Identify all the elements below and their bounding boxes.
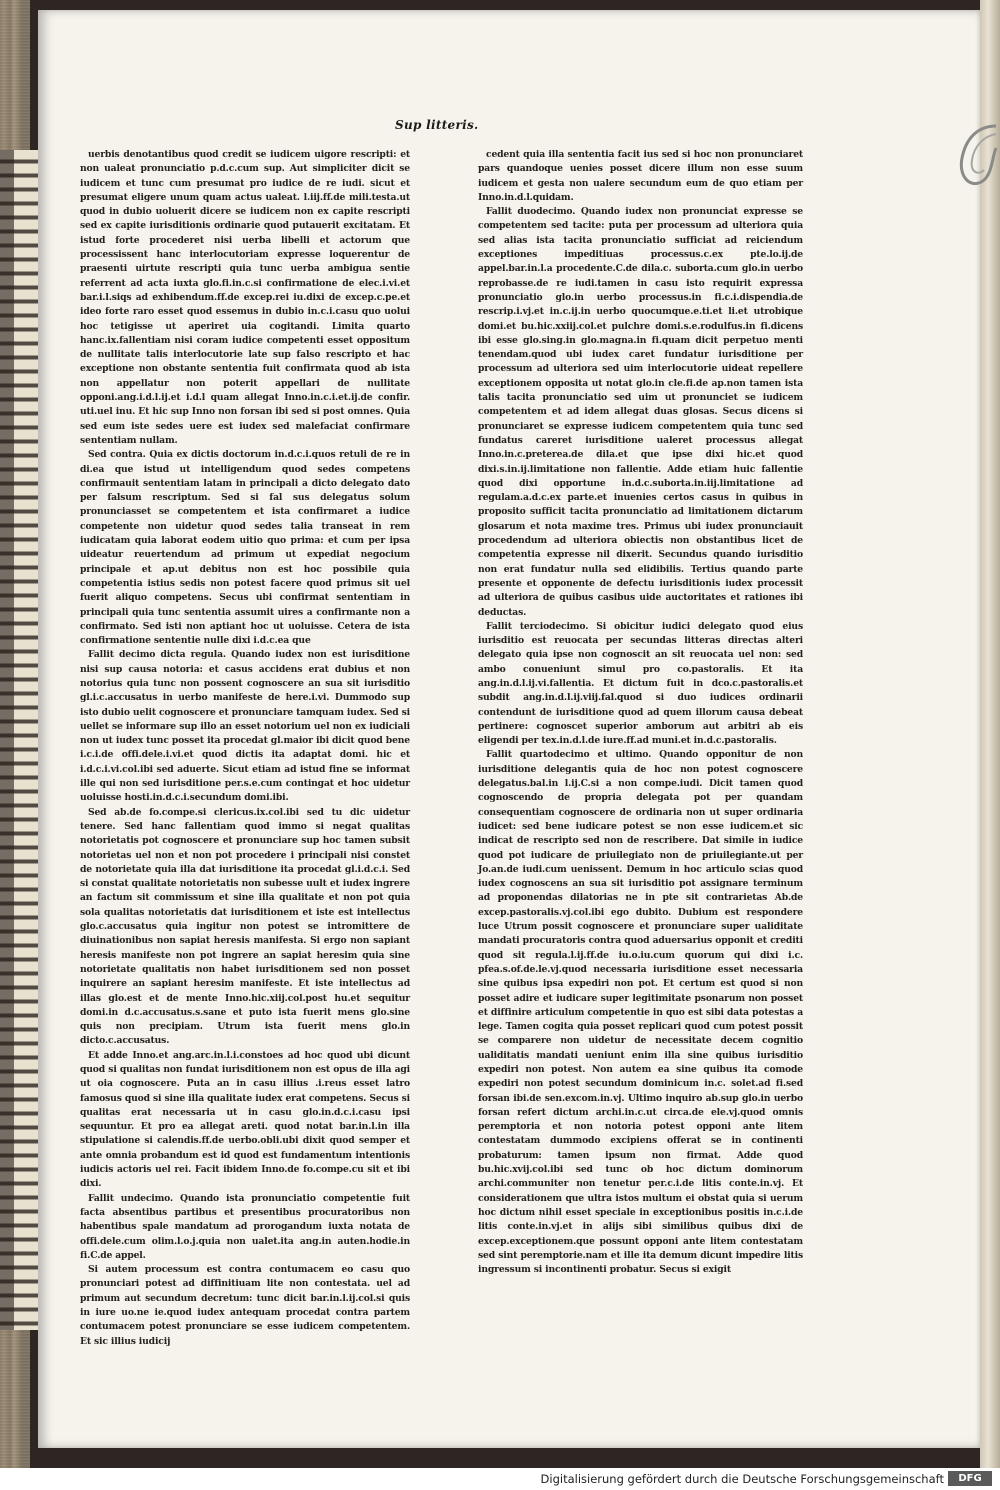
- left-paragraph: Si autem processum est contra contumacem eo casu quo pronunciari potest ad diffinitiuam lite non contestata. uel ad primum aut secundum decretum: tunc dicit bar.in.l.ij.col.si quis in iure uo.ne ie.quod iudex antequam procedat contra partem contumacem potest pronunciare se esse iudicem competentem. Et sic illius iudicij: [80, 1264, 410, 1347]
- dfg-logo: DFG: [948, 1471, 992, 1486]
- right-column: [478, 148, 803, 1276]
- left-paragraph: Sed ab.de fo.compe.si clericus.ix.col.ibi sed tu dic uidetur tenere. Sed hanc fallentiam quod immo si negat qualitas notorietatis pot cognoscere et pronunciare sup hoc tamen subsit notorietas uel non et non pot procedere i principali nisi constet de notorietate quia illa dat iurisditione ita procedat gl.i.d.c.i. Sed si constat qualitate notorietatis non subesse uult et iudex ingrere an factum sit commissum et sine illa qualitate et non pot quia sola qualitas notorietatis dat iurisditionem et iste est intellectus glo.c.accusatus quia ingitur non potest se intromittere de diuinationibus non sapiat heresis manifesta. Si ergo non sapiant heresis manifeste non pot ingrere an sapiat heresim quia sine notorietate qualitatis non habet iurisditionem sed non posset inquirere an sapiant heresim manifeste. Et iste intellectus ad illas glo.est et de mente Inno.hic.xiij.col.post hu.et sequitur domi.in d.c.accusatus.s.sane et puto ista fuerit mens glo.sine quis non precipiam. Utrum ista fuerit mens glo.in dicto.c.accusatus.: [80, 806, 410, 1047]
- right-paragraph: cedent quia illa sententia facit ius sed si hoc non pronunciaret pars quandoque uenies posset dicere illum non esse suum iudicem et gesta non ualere secundum eum de quo etiam per Inno.in.d.l.quidam.: [478, 149, 803, 203]
- paper-clip-icon: [948, 118, 998, 208]
- left-paragraph: uerbis denotantibus quod credit se iudicem uigore rescripti: et non ualeat pronunciatio p.d.c.cum sup. Aut simpliciter dicit se iudicem et tunc cum presumat pro iudice de re iudi. sicut et presumat eligere unum quam actus ualeat. l.iij.ff.de mili.testa.ut quod in dubio uoluerit dicere se iudicem non ex capite rescripti sed ex capite iurisditionis ordinarie quod putauerit excitatam. Et istud forte procederet nisi uerba libelli et actorum que processissent hanc interlocutoriam expresse loquerentur de praesenti uirtute rescripti quia tunc uerba ambigua sentie referrent ad acta iuxta glo.fi.in.c.si confirmatione de elec.i.vi.et bar.i.l.siqs ad exhibendum.ff.de excep.rei iu.dixi de excep.c.pe.et ideo forte raro esset quod essemus in dubio in.c.i.casu quo uolui hoc tetigisse ut aperiret uia cogitandi. Limita quarto hanc.ix.fallentiam nisi coram iudice competenti esset oppositum de nullitate talis interlocutorie late sup falso rescripto et hac exceptione non obstante sententia fuit confirmata quod ab ista non appellatur non poterit appellari de nullitate opponi.ang.i.d.l.ij.et i.d.l quam allegat Inno.in.c.i.et.ij.de confir. uti.uel inu. Et hic sup Inno non forsan ibi sed si post omnes. Quia sed eum iste sedes uere est iudex sed malefaciat confirmare sententiam nullam.: [80, 149, 410, 446]
- facing-page-shadow: [0, 150, 14, 1330]
- left-paragraph: Et adde Inno.et ang.arc.in.l.i.constoes ad hoc quod ubi dicunt quod si qualitas non fundat iurisditionem non est opus de illa agi ut oia cognoscere. Puta an in casu illius .i.reus esset latro famosus quod si sine illa qualitate iudex erat competens. Secus si qualitas erat necessaria ut in casu glo.in.d.c.i.casu ipsi sequuntur. Et pro ea allegat areti. quod notat bar.in.l.in illa stipulatione si calendis.ff.de uerbo.obli.ubi dixit quod semper et ante omnia probandum est id quod est fundamentum intentionis iudicis actoris uel rei. Facit ibidem Inno.de fo.compe.cu sit et ibi dixi.: [80, 1049, 410, 1190]
- left-paragraph: Sed contra. Quia ex dictis doctorum in.d.c.i.quos retuli de re in di.ea que istud ut intelligendum quod sedes competens confirmauit sententiam latam in principali a dicto delegato dato per falsum rescriptum. Sed si fal sus delegatus solum pronunciasset se competentem et ista confirmaret a iudice competente non uidetur quod sedes talia transeat in rem iudicatam quia laborat eodem uitio quo prima: et cum per ipsa uideatur reuertendum ad primum ut expediat negocium principale et ap.ut debitus non est hoc possibile quia competentia istius sedis non potest facere quod primus sit uel fuerit aliquo competens. Secus ubi confirmat sententiam in principali quia tunc sententia assumit uires a confirmante non a confirmato. Sed isti non aptiant hoc ut uoluisse. Cetera de ista confirmatione sententie nulle dixi i.d.c.ea que: [80, 449, 410, 647]
- right-paragraph: Fallit duodecimo. Quando iudex non pronunciat expresse se competentem sed tacite: puta per processum ad ulteriora quia sed alias ista tacita pronunciatio sufficiat ad reiciendum exceptiones impeditiuas processus.c.ex pte.lo.ij.de appel.bar.in.l.a procedente.C.de dila.c. suborta.cum glo.in uerbo reprobasse.de re iudi.tamen in casu isto requirit expressa pronunciatio glo.in uerbo processus.in fi.c.i.dispendia.de rescrip.i.vj.et in.c.ij.in uerbo quocumque.e.ti.et li.et utrobique domi.et bu.hic.xxiij.col.et pulchre domi.s.e.rodulfus.in fi.dicens ibi esse glo.sing.in glo.magna.in fi.quam dicit perpetuo menti tenendam.quod ubi iudex caret fundatur iurisditione per processum ad ulteriora sed uim interlocutorie uideat repellere exceptionem opposita ut notat glo.in cle.fi.de ap.non tamen ista talis tacita pronunciatio sed uim ut pronunciet se iudicem competentem et ad idem allegat duas glosas. Secus dicens si pronunciaret se expresse iudicem competentem quia tunc sed fundatus careret iurisditione ualeret processus allegat Inno.in.c.preterea.de dila.et que ipse dixi hic.et quod dixi.s.in.ij.limitatione non fallentie. Adde etiam huic fallentie quod dixi opportune in.d.c.suborta.in.iij.limitatione ad regulam.a.d.c.ex parte.et inuenies certos casus in quibus in proposito sufficit tacita pronunciatio ad limitationem dictarum glosarum et nota maxime tres. Primus ubi iudex pronunciauit procedendum ad ulteriora obiectis non obstantibus licet de competentia expresse nil dixerit. Secundus quando iurisditio non erat fundatur nulla sed elidibilis. Tertius quando parte presente et opponente de defectu iurisditionis iudex processit ad ulteriora de quibus casibus uide auctoritates et rationes ibi deductas.: [478, 206, 803, 618]
- right-paragraph: Fallit terciodecimo. Si obicitur iudici delegato quod eius iurisditio est reuocata per secundas litteras directas alteri delegato quia ipse non cognoscit an sit reuocata uel non: sed ambo conueniunt simul pro co.pastoralis. Et ita ang.in.d.l.ij.vi.fallentia. Et dictum fuit in dco.c.pastoralis.et subdit ang.in.d.l.ij.viij.fal.quod si duo iudices ordinarii contendunt de iurisditione quod ad quem illorum causa debeat pertinere: cognoscet superior amborum aut arbitri ab eis eligendi per tex.in.d.l.de iure.ff.ad muni.et in.d.c.pastoralis.: [478, 620, 803, 747]
- left-column: [80, 148, 410, 1347]
- digitization-footer: [0, 1468, 1000, 1490]
- running-head: Sup litteris.: [395, 118, 479, 132]
- left-paragraph: Fallit undecimo. Quando ista pronunciatio competentie fuit facta absentibus partibus et presentibus procuratoribus non habentibus spale mandatum ad prorogandum iuxta notata de offi.dele.cum olim.l.o.j.quia non ualet.ita ang.in auten.hodie.in fi.C.de appel.: [80, 1192, 410, 1261]
- funding-credit: Digitalisierung gefördert durch die Deutsche Forschungsgemeinschaft: [540, 1472, 944, 1486]
- right-paragraph: Fallit quartodecimo et ultimo. Quando opponitur de non iurisditione delegantis quia de hoc non potest cognoscere delegatus.bal.in l.ij.C.si a non compe.iudi. Dicit tamen quod cognoscendo de propria delegata pot per quandam consequentiam cognoscere de ordinaria non ut super ordinaria iudicet: sed bene iudicare potest se non esse iudicem.et sic indicat de rescripto sed non de rescribere. Dat simile in iudice quod pot iudicare de priuilegiato non de priuilegiante.ut per Jo.an.de iudi.cum uenissent. Demum in hoc articulo scias quod iudex cognoscens an sua sit iurisditio pot assignare terminum ad proponendas dilatorias ne in pte sit contrarietas Ab.de excep.pastoralis.vj.col.ibi ego dubito. Dubium est respondere luce Utrum possit cognoscere et pronunciare super ualiditate mandati procuratoris contra quod aduersarius opponit et crediti quod sit regula.l.ij.ff.de iu.o.iu.cum quorum qui dixi i.c. pfea.s.of.de.le.vj.quod necessaria iurisditione esset necessaria sine quibus ipsa expediri non pot. Et certum est quod si non posset adire et iudicare super legitimitate psonarum non posset et diffinire articulum competentie in quo est sibi data potestas a lege. Tamen cogita quia posset replicari quod cum potest possit se comparere non uidetur de necessitate decem cognitio ualiditatis mandati ueniunt enim illa sine quibus iurisditio expediri non potest. Non autem ea sine quibus ita comode expediri non potest secundum dominicum in.c. solet.ad fi.sed forsan ibi.de sen.excom.in.vj. Ultimo inquiro ab.sup glo.in uerbo forsan refert dictum archi.in.c.ut circa.de ele.vj.quod omnis peremptoria et non notoria potest opponi ante litem contestatam dummodo excipiens offerat se in continenti probaturum: tamen ipsum non firmat. Adde quod bu.hic.xvij.col.ibi sed tunc ob hoc dictum dominorum archi.communiter non tenetur per.c.i.de litis conte.in.vj. Et considerationem que ultra istos multum ei obstat quia si uerum hoc dictum nihil esset speciale in exceptionibus positis in.c.i.de litis conte.in.vj.et in alijs sibi similibus quibus dixi de excep.exceptionem.que possunt opponi ante litem contestatam sed sint peremptorie.nam et ille ita demum dicunt impedire litis ingressum si incontinenti probatur. Secus si exigit: [478, 749, 803, 1276]
- left-paragraph: Fallit decimo dicta regula. Quando iudex non est iurisditione nisi sup causa notoria: et casus accidens erat dubius et non notorius quia tunc non possent cognoscere an sua sit iurisditio gl.i.c.accusatus in uerbo manifeste de here.i.vi. Dummodo sup isto dubio uelit cognoscere et pronunciare tamquam iudex. Sed si uellet se informare sup illo an esset notorium uel non ex iudiciali non ut iudex tunc posset ita procedat gl.maior ibi dicit quod bene i.c.i.de offi.dele.i.vi.et quod dictis ita adaptat domi. hic et i.d.c.i.vi.col.ibi sed aduerte. Sicut etiam ad istud fine se informat ille qui non sed iurisditione per.s.e.cum contingat et hoc uidetur uoluisse hosti.in.d.c.i.secundum domi.ibi.: [80, 649, 410, 804]
- page-stack-edge: [980, 0, 1000, 1468]
- facing-page-sliver: [0, 150, 38, 1330]
